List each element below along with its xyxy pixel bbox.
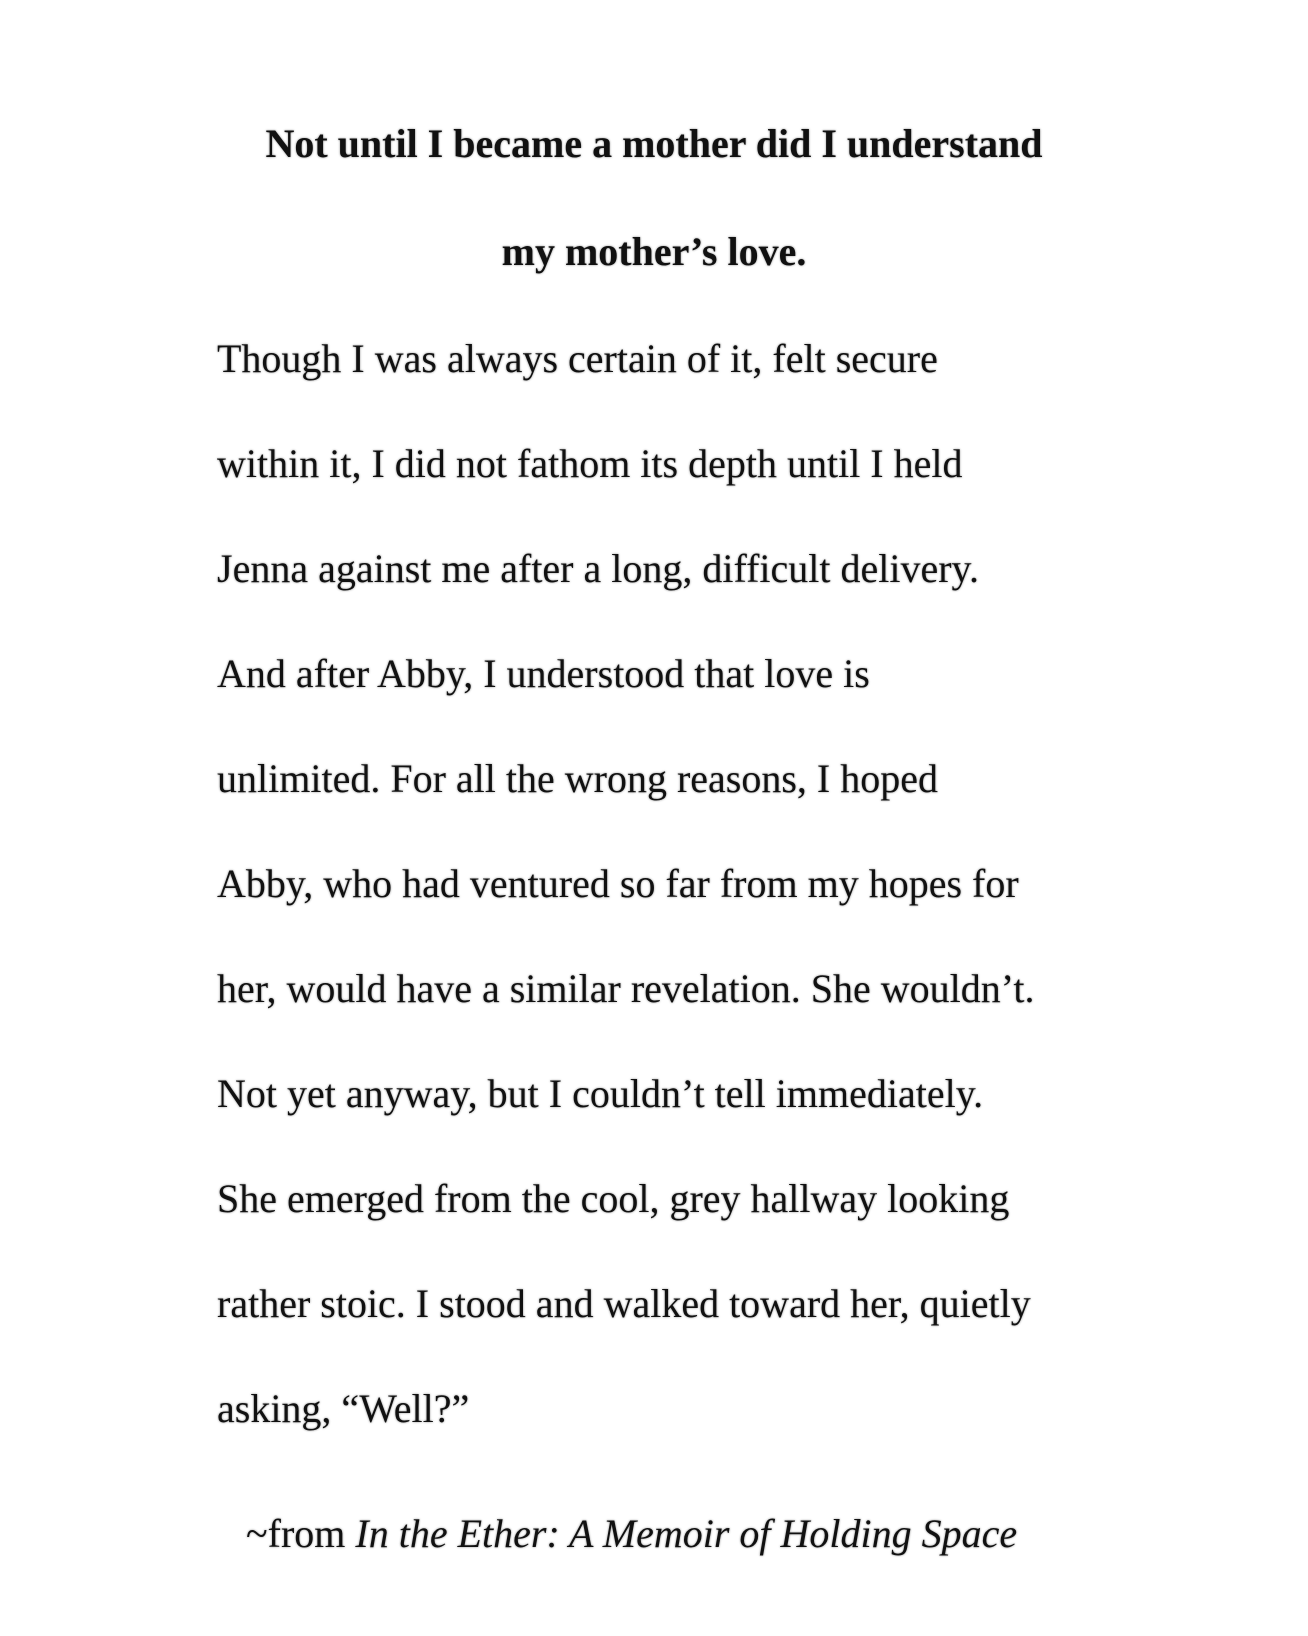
attribution-prefix: ~from — [246, 1511, 356, 1556]
book-title: In the Ether: A Memoir of Holding Space — [355, 1511, 1018, 1556]
body-line: She emerged from the cool, grey hallway looking — [217, 1176, 1010, 1221]
body-line: asking, “Well?” — [217, 1386, 470, 1431]
body-line: within it, I did not fathom its depth until I held — [217, 441, 963, 486]
heading-line-2: my mother’s love. — [501, 229, 807, 274]
body-line: And after Abby, I understood that love is — [217, 651, 870, 696]
body-line: Jenna against me after a long, difficult delivery. — [217, 546, 979, 591]
attribution — [246, 1510, 1017, 1558]
body-line: Not yet anyway, but I couldn’t tell immediately. — [217, 1071, 984, 1116]
body-line: her, would have a similar revelation. She wouldn’t. — [217, 966, 1035, 1011]
body-line: unlimited. For all the wrong reasons, I hoped — [217, 756, 938, 801]
body-line: Though I was always certain of it, felt secure — [217, 336, 938, 381]
body-line: Abby, who had ventured so far from my hopes for — [217, 861, 1019, 906]
body-line: rather stoic. I stood and walked toward her, quietly — [217, 1281, 1031, 1326]
heading-line-1: Not until I became a mother did I understand — [265, 121, 1043, 166]
